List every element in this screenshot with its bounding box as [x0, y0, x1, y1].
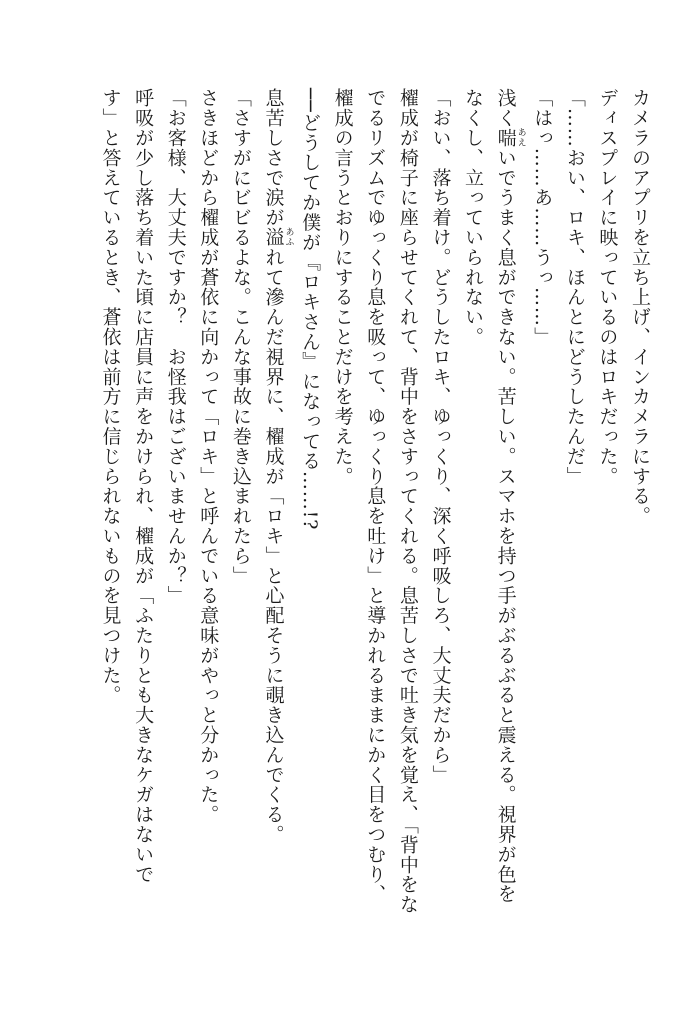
ruby-base: 溢 [262, 227, 285, 248]
text-line: ──どうしてか僕が『ロキさん』になってる……!? [299, 88, 322, 531]
text-fragment: れて滲んだ視界に、櫂成が「ロキ」と心配そうに覗き込んでくる。 [262, 247, 285, 845]
dialogue-line: 「おい、落ち着け。どうしたロキ、ゆっくり、深く呼吸しろ、大丈夫だから」 [429, 88, 452, 785]
text-line-with-ruby [489, 88, 526, 978]
text-line: 呼吸が少し落ち着いた頃に店員に声をかけられ、櫂成が「ふたりとも大きなケガはないで [132, 88, 155, 884]
ruby-base: 喘 [494, 127, 517, 148]
vertical-text-body [94, 88, 656, 978]
dialogue-line: 「お客様、大丈夫ですか？ お怪我はございませんか？」 [164, 88, 187, 606]
dialogue-line: 「さすがにビビるよな。こんな事故に巻き込まれたら」 [229, 88, 252, 586]
ruby-annotation [262, 227, 294, 248]
text-line: カメラのアプリを立ち上げ、インカメラにする。 [629, 88, 651, 526]
dialogue-line: 「はっ……あ……うっ……」 [531, 88, 554, 347]
dialogue-line: 「……おい、ロキ、ほんとにどうしたんだ」 [563, 88, 586, 486]
ruby-reading: あえ [515, 127, 526, 148]
text-fragment: 息苦しさで涙が [262, 88, 285, 228]
text-line: 櫂成の言うとおりにすることだけを考えた。 [331, 88, 354, 486]
text-line: なくし、立っていられない。 [462, 88, 485, 347]
ruby-annotation [494, 127, 526, 148]
text-fragment: いでうまく息ができない。苦しい。スマホを持つ手がぶるぶると震える。視界が色を [494, 147, 517, 904]
text-line: す」と答えているとき、蒼依は前方に信じられないものを見つけた。 [99, 88, 122, 705]
text-fragment: 浅く [494, 88, 517, 128]
text-line: さきほどから櫂成が蒼依に向かって「ロキ」と呼んでいる意味がやっと分かった。 [197, 88, 220, 825]
text-line: でるリズムでゆっくり息を吸って、ゆっくり息を吐け」と導かれるままにかく目をつむり、 [364, 88, 387, 904]
text-line-with-ruby [257, 88, 294, 978]
ruby-reading: あふ [283, 227, 294, 248]
text-line: 櫂成が椅子に座らせてくれて、背中をさすってくれる。息苦しさで吐き気を覚え、「背中をな [396, 88, 419, 915]
text-line: ディスプレイに映っているのはロキだった。 [596, 88, 619, 486]
